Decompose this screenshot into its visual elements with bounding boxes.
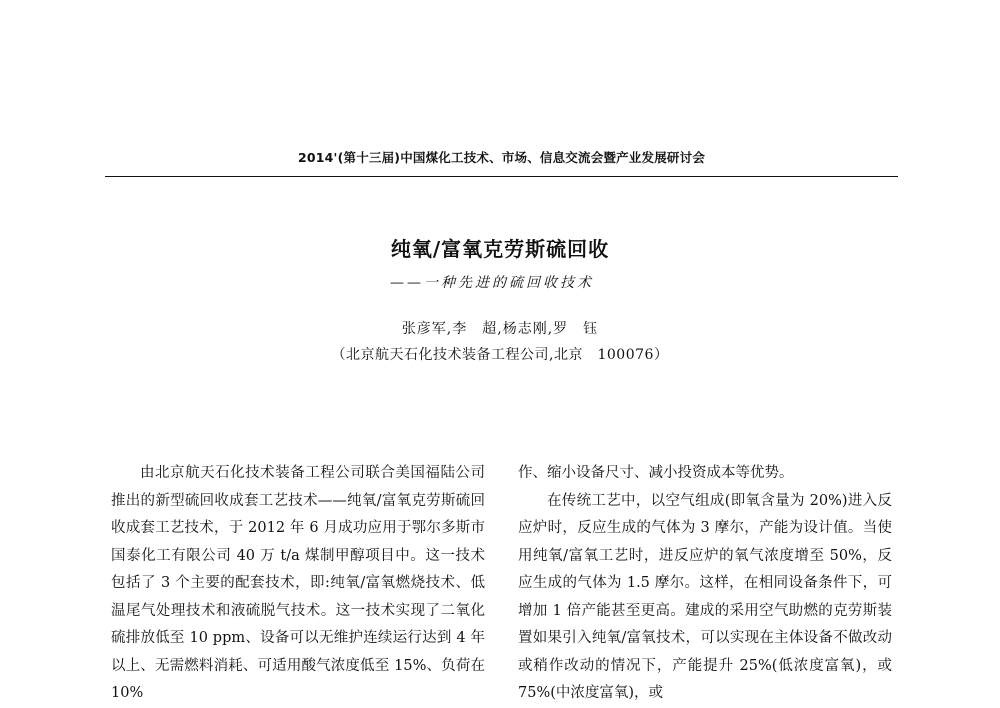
right-column (518, 460, 892, 701)
header-rule (105, 176, 898, 177)
author-list: 张彦军,李 超,杨志刚,罗 钰 (401, 321, 599, 337)
body-paragraph: 由北京航天石化技术装备工程公司联合美国福陆公司推出的新型硫回收成套工艺技术——纯氧/富氧克劳斯硫回收成套工艺技术，于 2012 年 6 月成功应用于鄂尔多斯市国泰化工有限公司 40 万 t/a 煤制甲醇项目中。这一技术包括了 3 个主要的配套技术，即:纯氧/富氧燃烧技术、低温尾气处理技术和液硫脱气技术。这一技术实现了二氧化硫排放低至 10 ppm、设备可以无维护连续运行达到 4 年以上、无需燃料消耗、可适用酸气浓度低至 15%、负荷在 10% (111, 465, 485, 701)
article-title: 纯氧/富氧克劳斯硫回收 (390, 237, 610, 261)
body-paragraph-continuation: 作、缩小设备尺寸、减小投资成本等优势。 (518, 465, 794, 481)
conference-header: 2014'(第十三届)中国煤化工技术、市场、信息交流会暨产业发展研讨会 (297, 150, 706, 165)
author-affiliation: （北京航天石化技术装备工程公司,北京 100076） (331, 347, 669, 363)
article-subtitle: ——一种先进的硫回收技术 (390, 275, 594, 291)
body-paragraph: 在传统工艺中，以空气组成(即氧含量为 20%)进入反应炉时，反应生成的气体为 3 摩尔，产能为设计值。当使用纯氧/富氧工艺时，进反应炉的氧气浓度增至 50%，反应生成的气体为 1.5 摩尔。这样，在相同设备条件下，可增加 1 倍产能甚至更高。建成的采用空气助燃的克劳斯装置如果引入纯氧/富氧技术，可以实现在主体设备不做改动或稍作改动的情况下，产能提升 25%(低浓度富氧)，或 75%(中浓度富氧)，或 (518, 492, 892, 701)
left-column (111, 460, 485, 701)
